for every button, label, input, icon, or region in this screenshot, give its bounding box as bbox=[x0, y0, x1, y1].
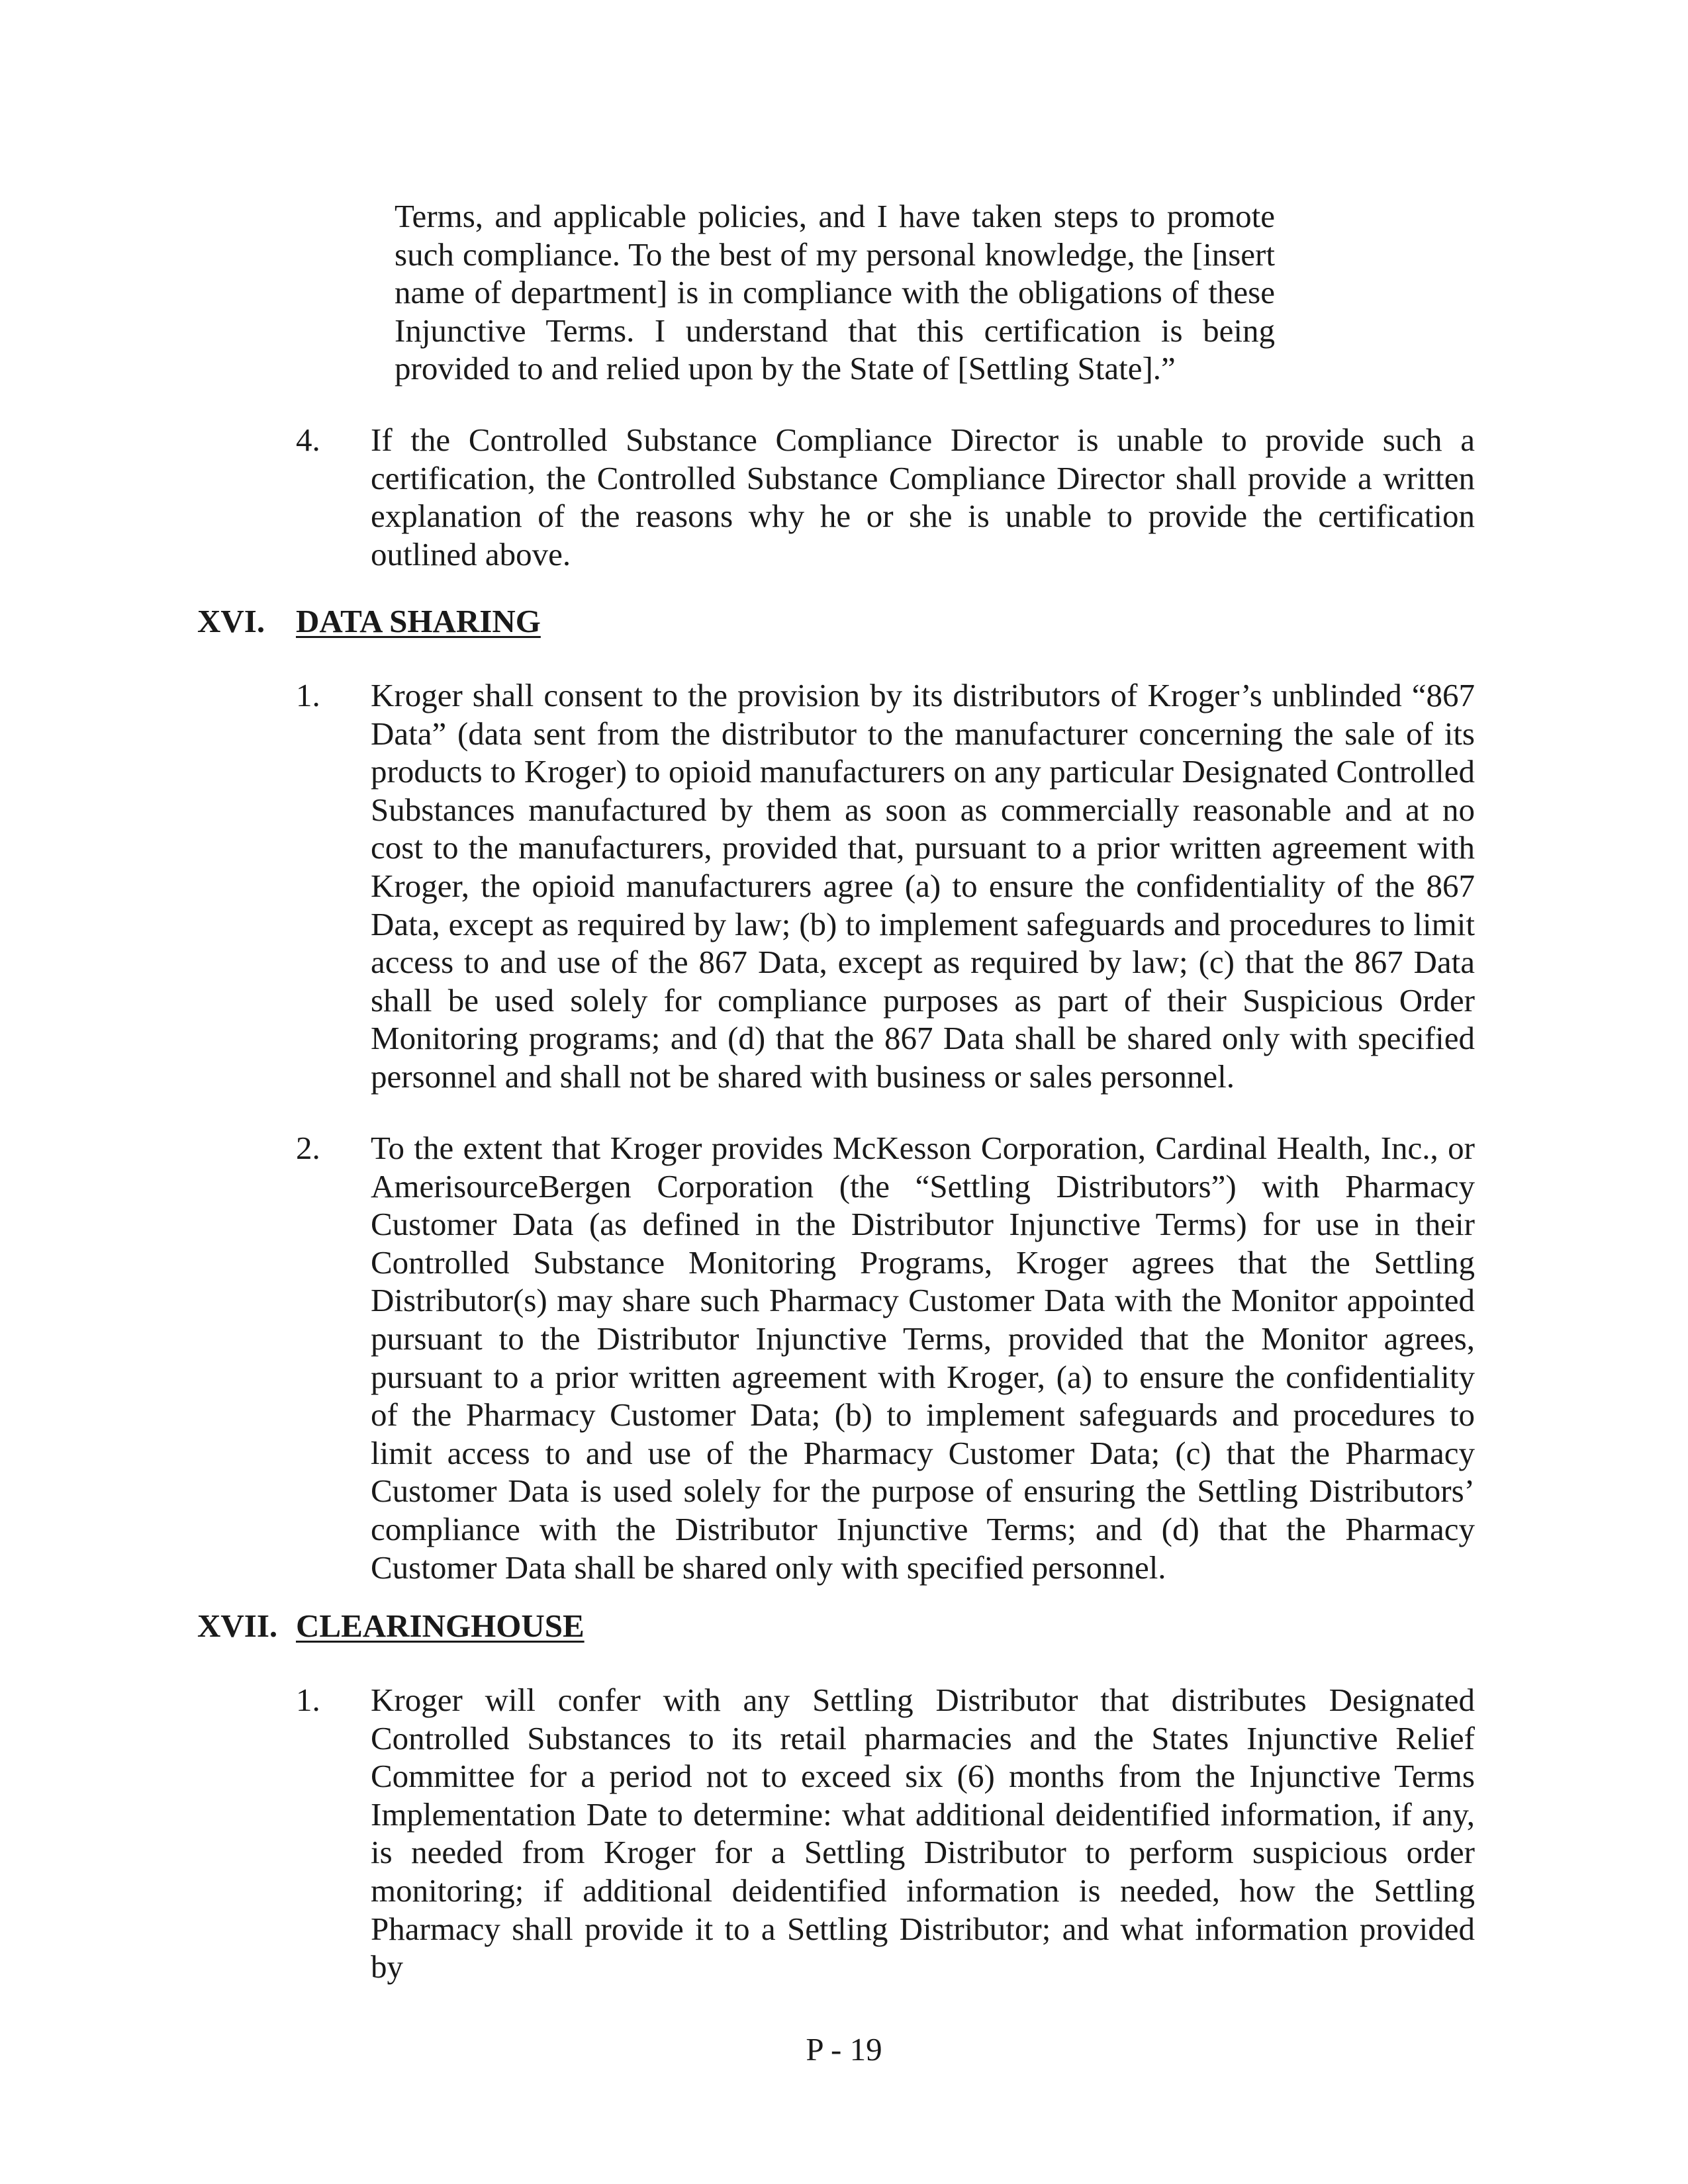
quote-continuation: Terms, and applicable policies, and I have taken steps to promote such compliance. To the best of my personal knowledge, the [insert name of department] is in compliance with the obligations of these Injunctive Terms. I understand that this certification is being provided to and relied upon by the State of [Settling State].” bbox=[395, 198, 1275, 387]
item-4-text: If the Controlled Substance Compliance Director is unable to provide such a certification, the Controlled Substance Compliance Director shall provide a written explanation of the reasons why he or she is unable to provide the certification outlined above. bbox=[371, 422, 1475, 572]
section-17-number: XVII. bbox=[197, 1608, 278, 1644]
section-17-title: CLEARINGHOUSE bbox=[296, 1608, 585, 1644]
section-16-item-1-number: 1. bbox=[296, 677, 320, 713]
section-17-item-1-text: Kroger will confer with any Settling Distributor that distributes Designated Controlled Substances to its retail pharmacies and the States Injunctive Relief Committee for a period not to exceed six (6) months from the Injunctive Terms Implementation Date to determine: what additional deidentified information, if any, is needed from Kroger for a Settling Distributor to perform suspicious order monitoring; if additional deidentified information is needed, how the Settling Pharmacy shall provide it to a Settling Distributor; and what information provided by bbox=[371, 1682, 1475, 1985]
page-number: P - 19 bbox=[806, 2031, 882, 2068]
section-17-item-1-number: 1. bbox=[296, 1682, 320, 1718]
section-16-item-2-number: 2. bbox=[296, 1130, 320, 1166]
section-16-item-1-text: Kroger shall consent to the provision by its distributors of Kroger’s unblinded “867 Data” (data sent from the distributor to the manufacturer concerning the sale of its products to Kroger) to opioid manufacturers on any particular Designated Controlled Substances manufactured by them as soon as commercially reasonable and at no cost to the manufacturers, provided that, pursuant to a prior written agreement with Kroger, the opioid manufacturers agree (a) to ensure the confidentiality of the 867 Data, except as required by law; (b) to implement safeguards and procedures to limit access to and use of the 867 Data, except as required by law; (c) that the 867 Data shall be used solely for compliance purposes as part of their Suspicious Order Monitoring programs; and (d) that the 867 Data shall be shared only with specified personnel and shall not be shared with business or sales personnel. bbox=[371, 677, 1475, 1095]
section-16-number: XVI. bbox=[197, 603, 265, 639]
section-17-heading bbox=[197, 1607, 859, 1647]
item-4-number: 4. bbox=[296, 422, 320, 458]
section-16-heading bbox=[197, 602, 859, 642]
section-16-item-2-text: To the extent that Kroger provides McKesson Corporation, Cardinal Health, Inc., or AmerisourceBergen Corporation (the “Settling Distributors”) with Pharmacy Customer Data (as defined in the Distributor Injunctive Terms) for use in their Controlled Substance Monitoring Programs, Kroger agrees that the Settling Distributor(s) may share such Pharmacy Customer Data with the Monitor appointed pursuant to the Distributor Injunctive Terms, provided that the Monitor agrees, pursuant to a prior written agreement with Kroger, (a) to ensure the confidentiality of the Pharmacy Customer Data; (b) to implement safeguards and procedures to limit access to and use of the Pharmacy Customer Data; (c) that the Pharmacy Customer Data is used solely for the purpose of ensuring the Settling Distributors’ compliance with the Distributor Injunctive Terms; and (d) that the Pharmacy Customer Data shall be shared only with specified personnel. bbox=[371, 1130, 1475, 1586]
section-16-title: DATA SHARING bbox=[296, 603, 541, 639]
